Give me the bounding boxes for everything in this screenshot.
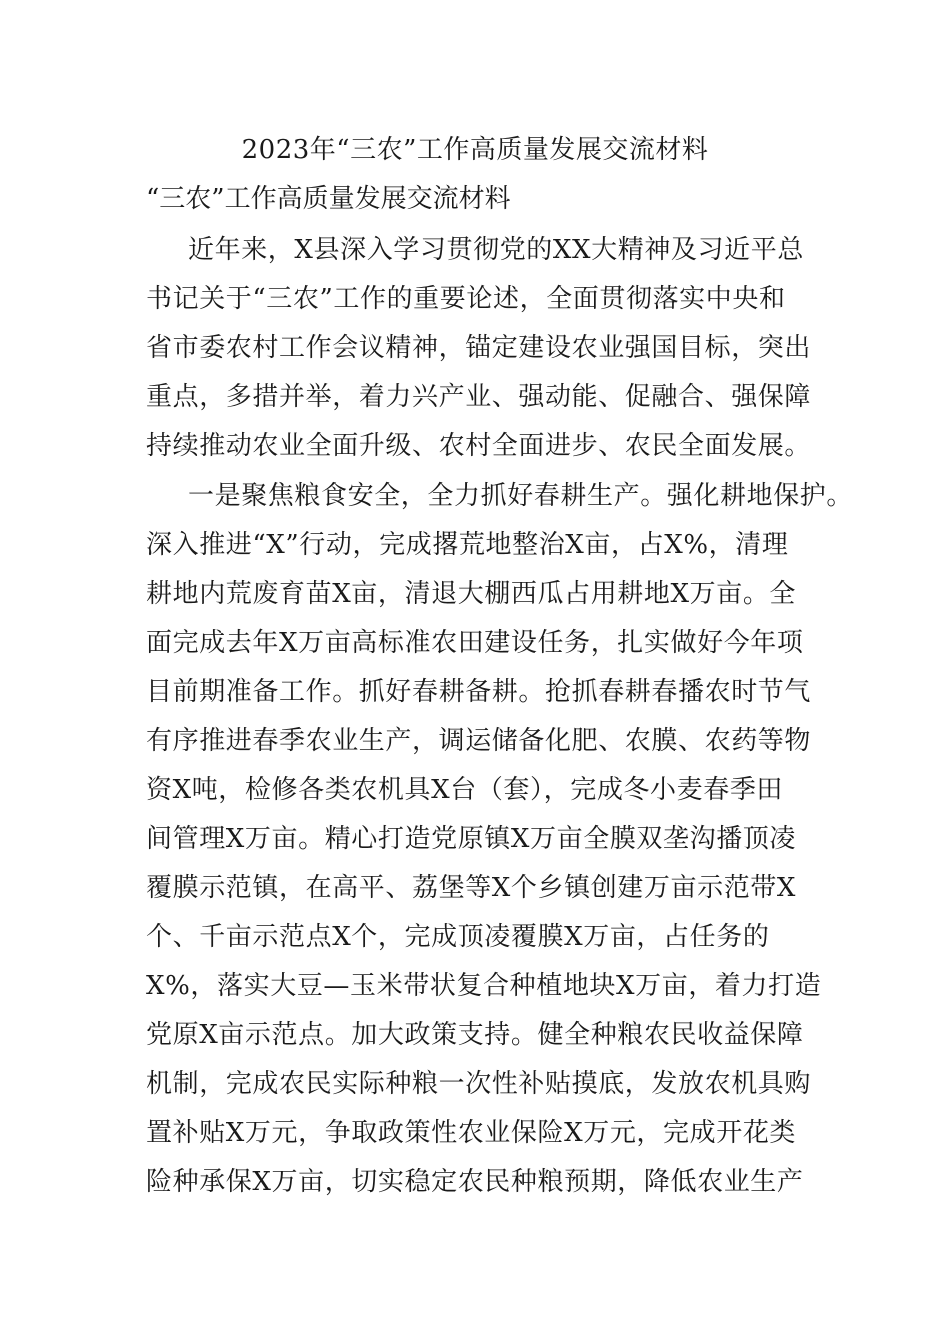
paragraph1-line: 省市委农村工作会议精神，锚定建设农业强国目标，突出 bbox=[146, 333, 812, 363]
paragraph2-line: 有序推进春季农业生产，调运储备化肥、农膜、农药等物 bbox=[146, 726, 812, 756]
paragraph2-line: 险种承保X万亩，切实稳定农民种粮预期，降低农业生产 bbox=[146, 1167, 804, 1197]
paragraph2-line: 机制，完成农民实际种粮一次性补贴摸底，发放农机具购 bbox=[146, 1069, 812, 1099]
paragraph1-line: 书记关于“三农”工作的重要论述，全面贯彻落实中央和 bbox=[146, 284, 786, 314]
paragraph2-line: 间管理X万亩。精心打造党原镇X万亩全膜双垄沟播顶凌 bbox=[146, 824, 797, 854]
paragraph2-line: 耕地内荒废育苗X亩，清退大棚西瓜占用耕地X万亩。全 bbox=[146, 579, 797, 609]
paragraph1-line: 重点，多措并举，着力兴产业、强动能、促融合、强保障 bbox=[146, 382, 812, 412]
paragraph2-line: 覆膜示范镇，在高平、荔堡等X个乡镇创建万亩示范带X bbox=[146, 873, 797, 903]
document-subtitle: “三农”工作高质量发展交流材料 bbox=[146, 184, 511, 214]
paragraph2-line: 党原X亩示范点。加大政策支持。健全种粮农民收益保障 bbox=[146, 1020, 804, 1050]
paragraph2-line: 面完成去年X万亩高标准农田建设任务，扎实做好今年项 bbox=[146, 628, 804, 658]
paragraph2-line: 置补贴X万元，争取政策性农业保险X万元，完成开花类 bbox=[146, 1118, 797, 1148]
paragraph1-line: 近年来，X县深入学习贯彻党的XX大精神及习近平总 bbox=[188, 235, 804, 265]
paragraph2-line: 一是聚焦粮食安全，全力抓好春耕生产。强化耕地保护。 bbox=[188, 481, 854, 511]
paragraph2-line: 深入推进“X”行动，完成撂荒地整治X亩，占X%，清理 bbox=[146, 530, 789, 560]
paragraph2-line: 个、千亩示范点X个，完成顶凌覆膜X万亩，占任务的 bbox=[146, 922, 770, 952]
paragraph1-line: 持续推动农业全面升级、农村全面进步、农民全面发展。 bbox=[146, 431, 812, 461]
paragraph2-line: 目前期准备工作。抓好春耕备耕。抢抓春耕春播农时节气 bbox=[146, 677, 812, 707]
paragraph2-line: X%，落实大豆—玉米带状复合种植地块X万亩，着力打造 bbox=[146, 971, 822, 1001]
document-title: 2023年“三农”工作高质量发展交流材料 bbox=[241, 135, 709, 165]
paragraph2-line: 资X吨，检修各类农机具X台（套），完成冬小麦春季田 bbox=[146, 775, 784, 805]
